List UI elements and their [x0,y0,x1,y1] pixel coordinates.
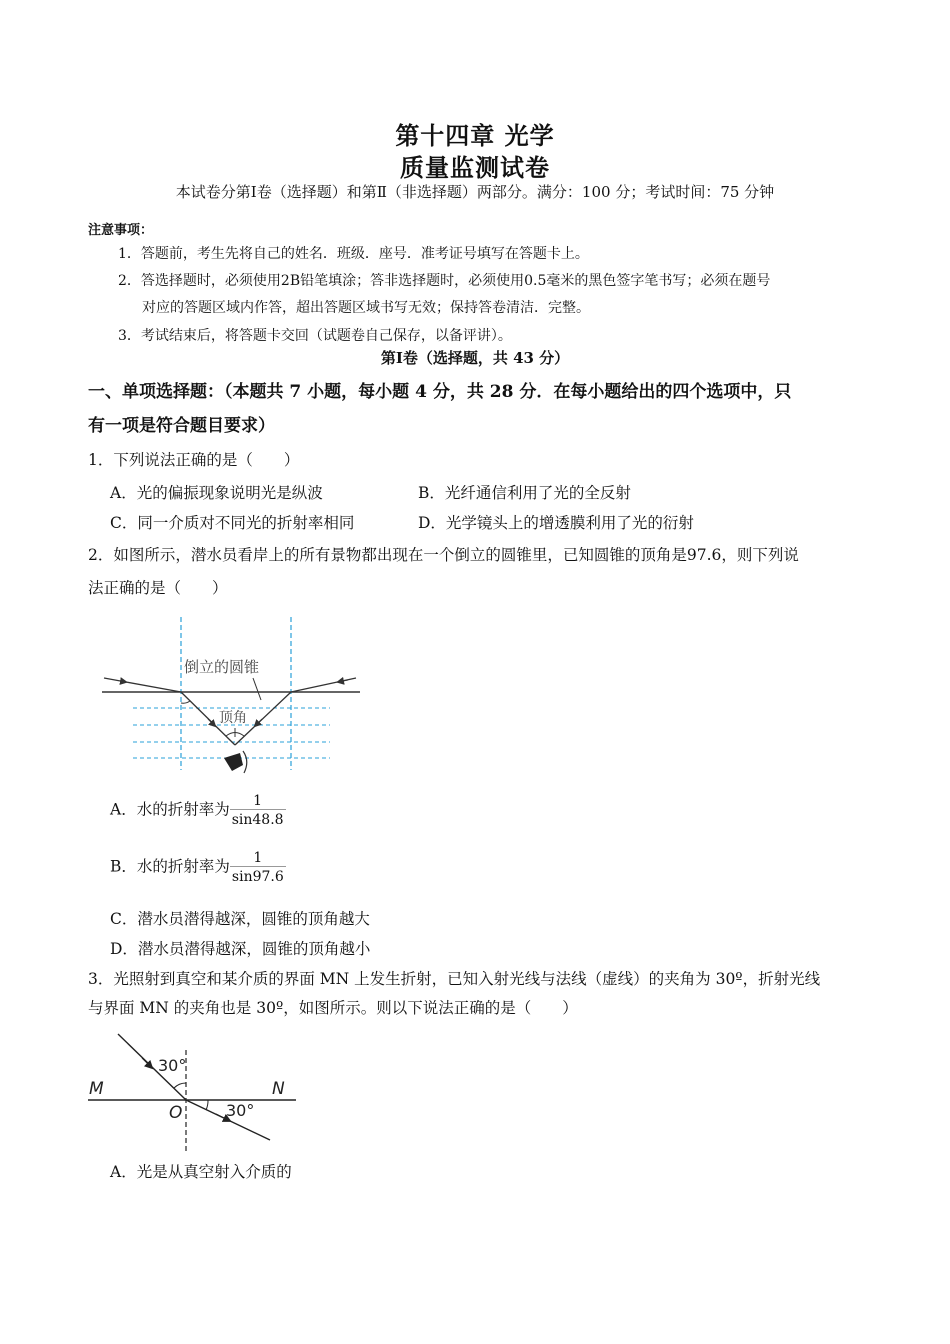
question-2-option-c: C．潜水员潜得越深，圆锥的顶角越大 [110,910,370,928]
label-m: M [89,1079,104,1099]
option-b-text: B．水的折射率为 [110,857,230,876]
notice-heading: 注意事项： [88,223,154,238]
angle-label-refracted: 30° [226,1101,255,1120]
question-2-option-a [110,793,286,828]
notice-item-2-cont: 对应的答题区域内作答，超出答题区域书写无效；保持答卷清洁．完整。 [142,300,590,316]
exam-info: 本试卷分第Ⅰ卷（选择题）和第Ⅱ（非选择题）两部分。满分：100 分；考试时间：75 分钟 [175,183,775,201]
question-2-stem-line2: 法正确的是（ ） [88,579,228,597]
refraction-diagram [86,1030,306,1155]
question-1-option-c: C．同一介质对不同光的折射率相同 [110,514,355,532]
question-2-option-d: D．潜水员潜得越深，圆锥的顶角越小 [110,940,371,958]
question-1-option-b: B．光纤通信利用了光的全反射 [418,484,631,502]
part-heading-line1: 一、单项选择题：（本题共 7 小题，每小题 4 分，共 28 分．在每小题给出的四个选项中，只 [88,382,792,402]
notice-item-1: 1．答题前，考生先将自己的姓名．班级．座号．准考证号填写在答题卡上。 [118,246,589,262]
option-a-fraction: $\frac{1}{\sin 48.8}$ [231,793,284,828]
question-3-stem-line1: 3．光照射到真空和某介质的界面 MN 上发生折射，已知入射光线与法线（虚线）的夹角为 30º，折射光线 [88,970,821,988]
question-3-option-a: A．光是从真空射入介质的 [110,1163,292,1181]
label-n: N [272,1079,285,1099]
apex-angle-label: 顶角 [219,710,247,726]
notice-item-2: 2．答选择题时，必须使用2B铅笔填涂；答非选择题时，必须使用0.5毫米的黑色签字笔书写；必须在题号 [118,273,771,289]
label-o: O [169,1103,183,1123]
question-2-option-b [110,850,286,885]
question-1-option-a: A．光的偏振现象说明光是纵波 [110,484,323,502]
option-a-text: A．水的折射率为 [110,800,230,819]
section-heading: 第Ⅰ卷（选择题，共 43 分） [380,349,570,367]
option-b-fraction: $\frac{1}{\sin 97.6}$ [231,850,284,885]
title-exam: 质量监测试卷 [400,154,550,182]
question-3-stem-line2: 与界面 MN 的夹角也是 30º，如图所示。则以下说法正确的是（ ） [88,999,578,1017]
diver-eye-icon [224,753,243,771]
part-heading-line2: 有一项是符合题目要求） [88,416,275,436]
cone-diagram [98,615,368,785]
incident-ray-left [104,678,181,692]
question-2-stem-line1: 2．如图所示，潜水员看岸上的所有景物都出现在一个倒立的圆锥里，已知圆锥的顶角是97.6，则下列说 [88,546,799,564]
question-1-option-d: D．光学镜头上的增透膜利用了光的衍射 [418,514,694,532]
notice-item-3: 3．考试结束后，将答题卡交回（试题卷自己保存，以备评讲）。 [118,328,512,344]
title-chapter: 第十四章 光学 [395,122,555,150]
angle-label-incident: 30° [158,1056,187,1075]
cone-label: 倒立的圆锥 [184,658,260,676]
question-1-stem: 1．下列说法正确的是（ ） [88,451,300,469]
